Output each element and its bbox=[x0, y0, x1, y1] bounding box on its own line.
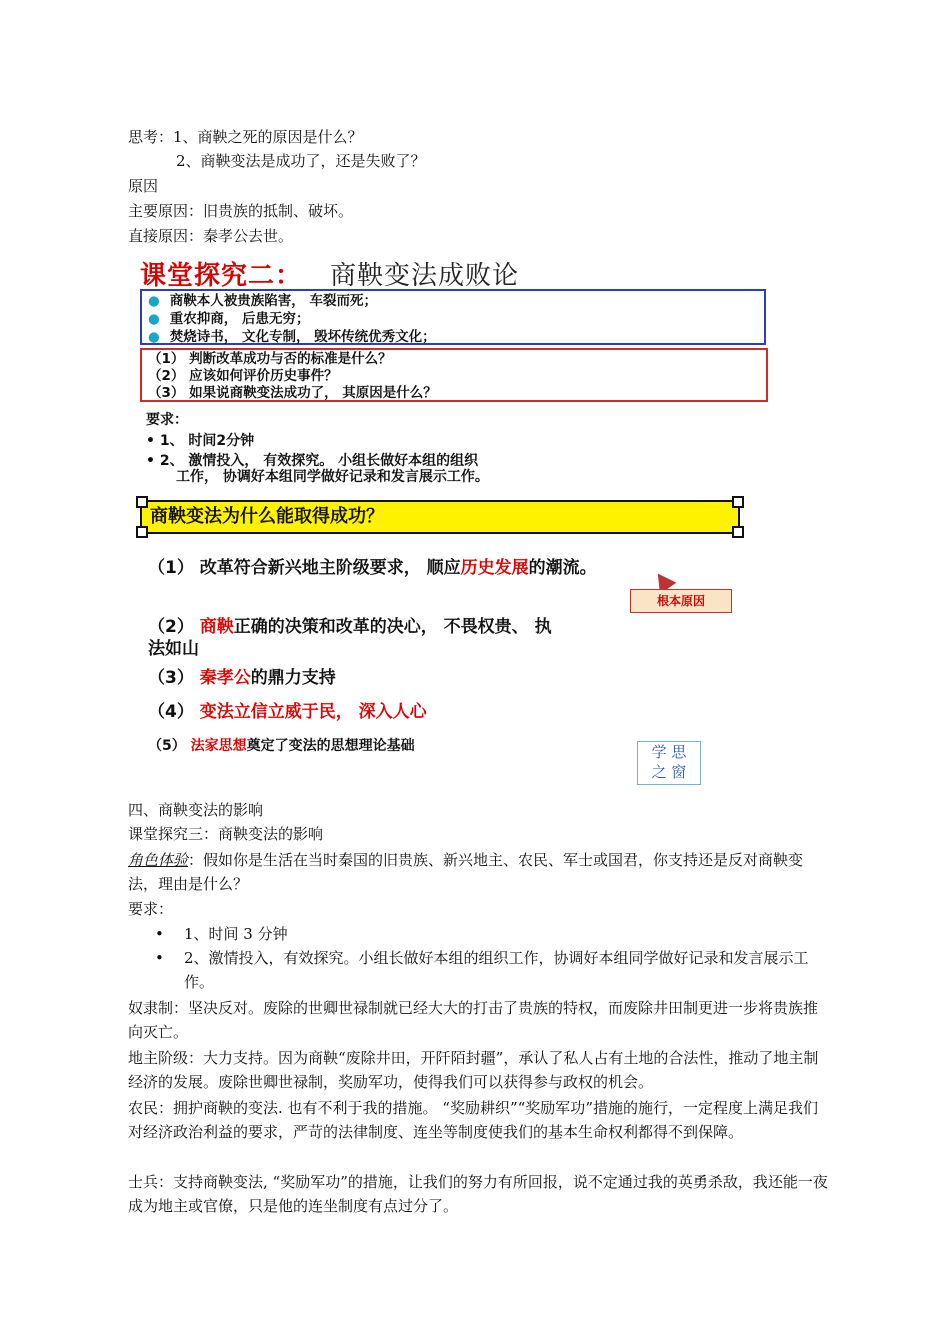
consequence-item: ● 焚烧诗书， 文化专制， 毁坏传统优秀文化； bbox=[148, 329, 436, 345]
bullet-dot-icon: ● bbox=[148, 293, 160, 309]
success-point-5: （5） 法家思想奠定了变法的思想理论基础 bbox=[148, 738, 415, 754]
slide-req-2: • 2、 激情投入， 有效探究。 小组长做好本组的组织 bbox=[146, 453, 479, 469]
consequence-box bbox=[140, 289, 766, 345]
question-item: （2） 应该如何评价历史事件？ bbox=[148, 368, 338, 384]
main-reason: 主要原因：旧贵族的抵制、破坏。 bbox=[128, 202, 354, 220]
section4-heading: 四、商鞅变法的影响 bbox=[128, 801, 264, 819]
question-item: （1） 判断改革成功与否的标准是什么？ bbox=[148, 351, 392, 367]
success-point-1: （1） 改革符合新兴地主阶级要求， 顺应历史发展的潮流。 bbox=[148, 558, 597, 578]
role-paragraph: 角色体验：假如你是生活在当时秦国的旧贵族、新兴地主、农民、军士或国君，你支持还是反对商鞅变法，理由是什么？ bbox=[128, 851, 804, 893]
section4-req-head: 要求： bbox=[128, 900, 174, 918]
success-point-3: （3） 秦孝公的鼎力支持 bbox=[148, 668, 336, 688]
study-window-badge: 学 思 之 窗 bbox=[637, 741, 701, 785]
slide-req-2b: 工作， 协调好本组同学做好记录和发言展示工作。 bbox=[176, 469, 489, 485]
success-point-2-cont: 法如山 bbox=[148, 639, 199, 659]
corner-notch bbox=[732, 496, 744, 508]
section4-explore: 课堂探究三：商鞅变法的影响 bbox=[128, 825, 324, 843]
bullet-icon: • bbox=[155, 925, 164, 943]
think-question-2: 2、商鞅变法是成功了，还是失败了？ bbox=[176, 152, 426, 170]
success-point-4: （4） 变法立信立威于民， 深入人心 bbox=[148, 702, 427, 722]
slave-view: 奴隶制：坚决反对。废除的世卿世禄制就已经大大的打击了贵族的特权，而废除井田制更进一步将贵族推向灭亡。 bbox=[128, 999, 819, 1041]
consequence-item: ● 商鞅本人被贵族陷害， 车裂而死； bbox=[148, 293, 377, 309]
slide-title-dark: 商鞅变法成败论 bbox=[330, 261, 520, 291]
question-item: （3） 如果说商鞅变法成功了， 其原因是什么？ bbox=[148, 385, 437, 401]
corner-notch bbox=[136, 526, 148, 538]
slide-req-1: • 1、 时间2分钟 bbox=[146, 433, 255, 449]
consequence-item: ● 重农抑商， 后患无穷； bbox=[148, 311, 310, 327]
think-question-1: 思考：1、商鞅之死的原因是什么？ bbox=[128, 128, 363, 146]
farmer-view: 农民：拥护商鞅的变法. 也有不利于我的措施。 “奖励耕织”“奖励军功”措施的施行，一定程度上满足我们对经济政治利益的要求，严苛的法律制度、连坐等制度使我们的基本生命权利都得不到保障。 bbox=[128, 1099, 818, 1141]
slide-title-red: 课堂探究二： bbox=[140, 261, 303, 291]
questions-box bbox=[140, 348, 768, 402]
direct-reason: 直接原因：秦孝公去世。 bbox=[128, 227, 294, 245]
slide-title bbox=[140, 255, 519, 292]
success-point-2: （2） 商鞅正确的决策和改革的决心， 不畏权贵、 执 bbox=[148, 617, 552, 637]
role-label: 角色体验 bbox=[128, 851, 189, 869]
reason-heading: 原因 bbox=[128, 177, 159, 195]
bullet-dot-icon: ● bbox=[148, 311, 160, 327]
root-cause-callout: 根本原因 bbox=[630, 589, 732, 613]
slide-req-head: 要求： bbox=[146, 412, 188, 428]
soldier-view: 士兵：支持商鞅变法, “奖励军功”的措施，让我们的努力有所回报，说不定通过我的英勇杀敌，我还能一夜成为地主或官僚，只是他的连坐制度有点过分了。 bbox=[128, 1173, 828, 1215]
bullet-item-1: 1、时间 3 分钟 bbox=[184, 925, 288, 943]
landlord-view: 地主阶级：大力支持。因为商鞅“废除井田，开阡陌封疆”，承认了私人占有土地的合法性，推动了地主制经济的发展。废除世卿世禄制，奖励军功，使得我们可以获得参与政权的机会。 bbox=[128, 1049, 819, 1091]
bullet-icon: • bbox=[155, 949, 164, 967]
bullet-item-2: 2、激情投入，有效探究。小组长做好本组的组织工作，协调好本组同学做好记录和发言展示工作。 bbox=[184, 949, 809, 991]
corner-notch bbox=[732, 526, 744, 538]
question-bar: 商鞅变法为什么能取得成功？ bbox=[140, 500, 740, 534]
corner-notch bbox=[136, 496, 148, 508]
bullet-dot-icon: ● bbox=[148, 329, 160, 345]
